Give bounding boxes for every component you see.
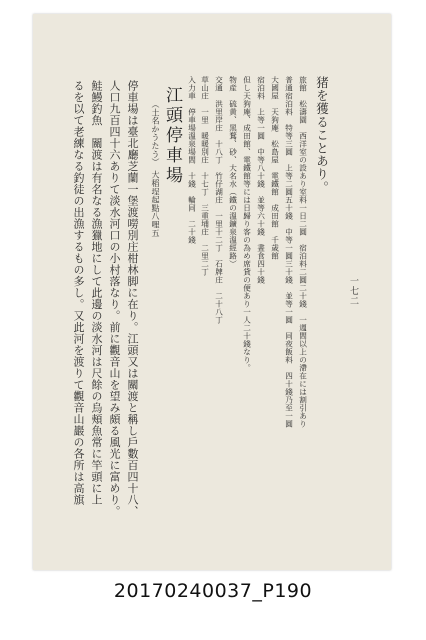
catalog-number: 20170240037_P190 — [113, 580, 313, 602]
text-line-9: 草山庄 一里 暖暖別庄 十七丁 三重埔庄 二里二丁 — [200, 76, 210, 276]
text-line-10: 入力車 停車場溫泉場間 十錢 輪同 二十錢 — [187, 76, 197, 244]
text-line-6: 但し天狗庵、成田館、電鐵館等には日歸り客の為め席貸の便あり一人二十錢なり。 — [242, 76, 252, 372]
text-line-15: 鮭鰻釣魚 關渡は有名なる漁獵地にして此邊の淡水河は尺餘の烏頰魚常に竿頭に上 — [90, 80, 103, 506]
text-line-14: 人口九百四十六ありて淡水河口の小村落なり。前に觀音山を望み頗る風光に富めり。 — [108, 80, 121, 517]
text-line-8: 交通 洪里岸庄 十八丁 竹仔湖庄 一里十二丁 石牌庄 二十八丁 — [214, 76, 224, 324]
text-line-1: 猪を獲ることあり。 — [314, 76, 330, 194]
text-line-5: 宿泊料 上等一圓 中等八十錢 並等六十錢 晝食四十錢 — [256, 76, 266, 284]
text-line-3: 普通宿泊料 特等三圓 上等二圓五十錢 中等一圓三十錢 並等一圓 同夜飯料 四十錢乃至一圓 — [284, 76, 294, 428]
section-heading: 江頭停車場 — [162, 86, 182, 186]
section-subheading: （土名かうたう） 大稻埕起點八哩五 — [151, 100, 160, 238]
text-line-13: 停車場は臺北廳芝蘭一堡渡嘮別庄柑林脚に在り。江頭又は關渡と稱し戶數百四十八、 — [126, 80, 139, 517]
text-line-2: 旅館 松濤園 西洋室の設あり室料一日二圓 宿泊料二圓二十錢 一週間以上の滯在には割引あり — [298, 76, 308, 428]
text-line-7: 物産 硫黄、黑鶩、砂、大名水（鐵の溫鑛泉溫經路） — [228, 76, 238, 268]
text-line-4: 大國屋 天狗庵 松島屋 電鐵館 成田館 千歳館 — [270, 76, 280, 260]
text-line-16: るを以て老練なる釣徒の出漁するもの多し。又此河を渡りて觀音山巖の各所は高旗 — [72, 80, 85, 506]
book-page — [33, 14, 391, 570]
page-number: 一七二 — [348, 276, 358, 306]
